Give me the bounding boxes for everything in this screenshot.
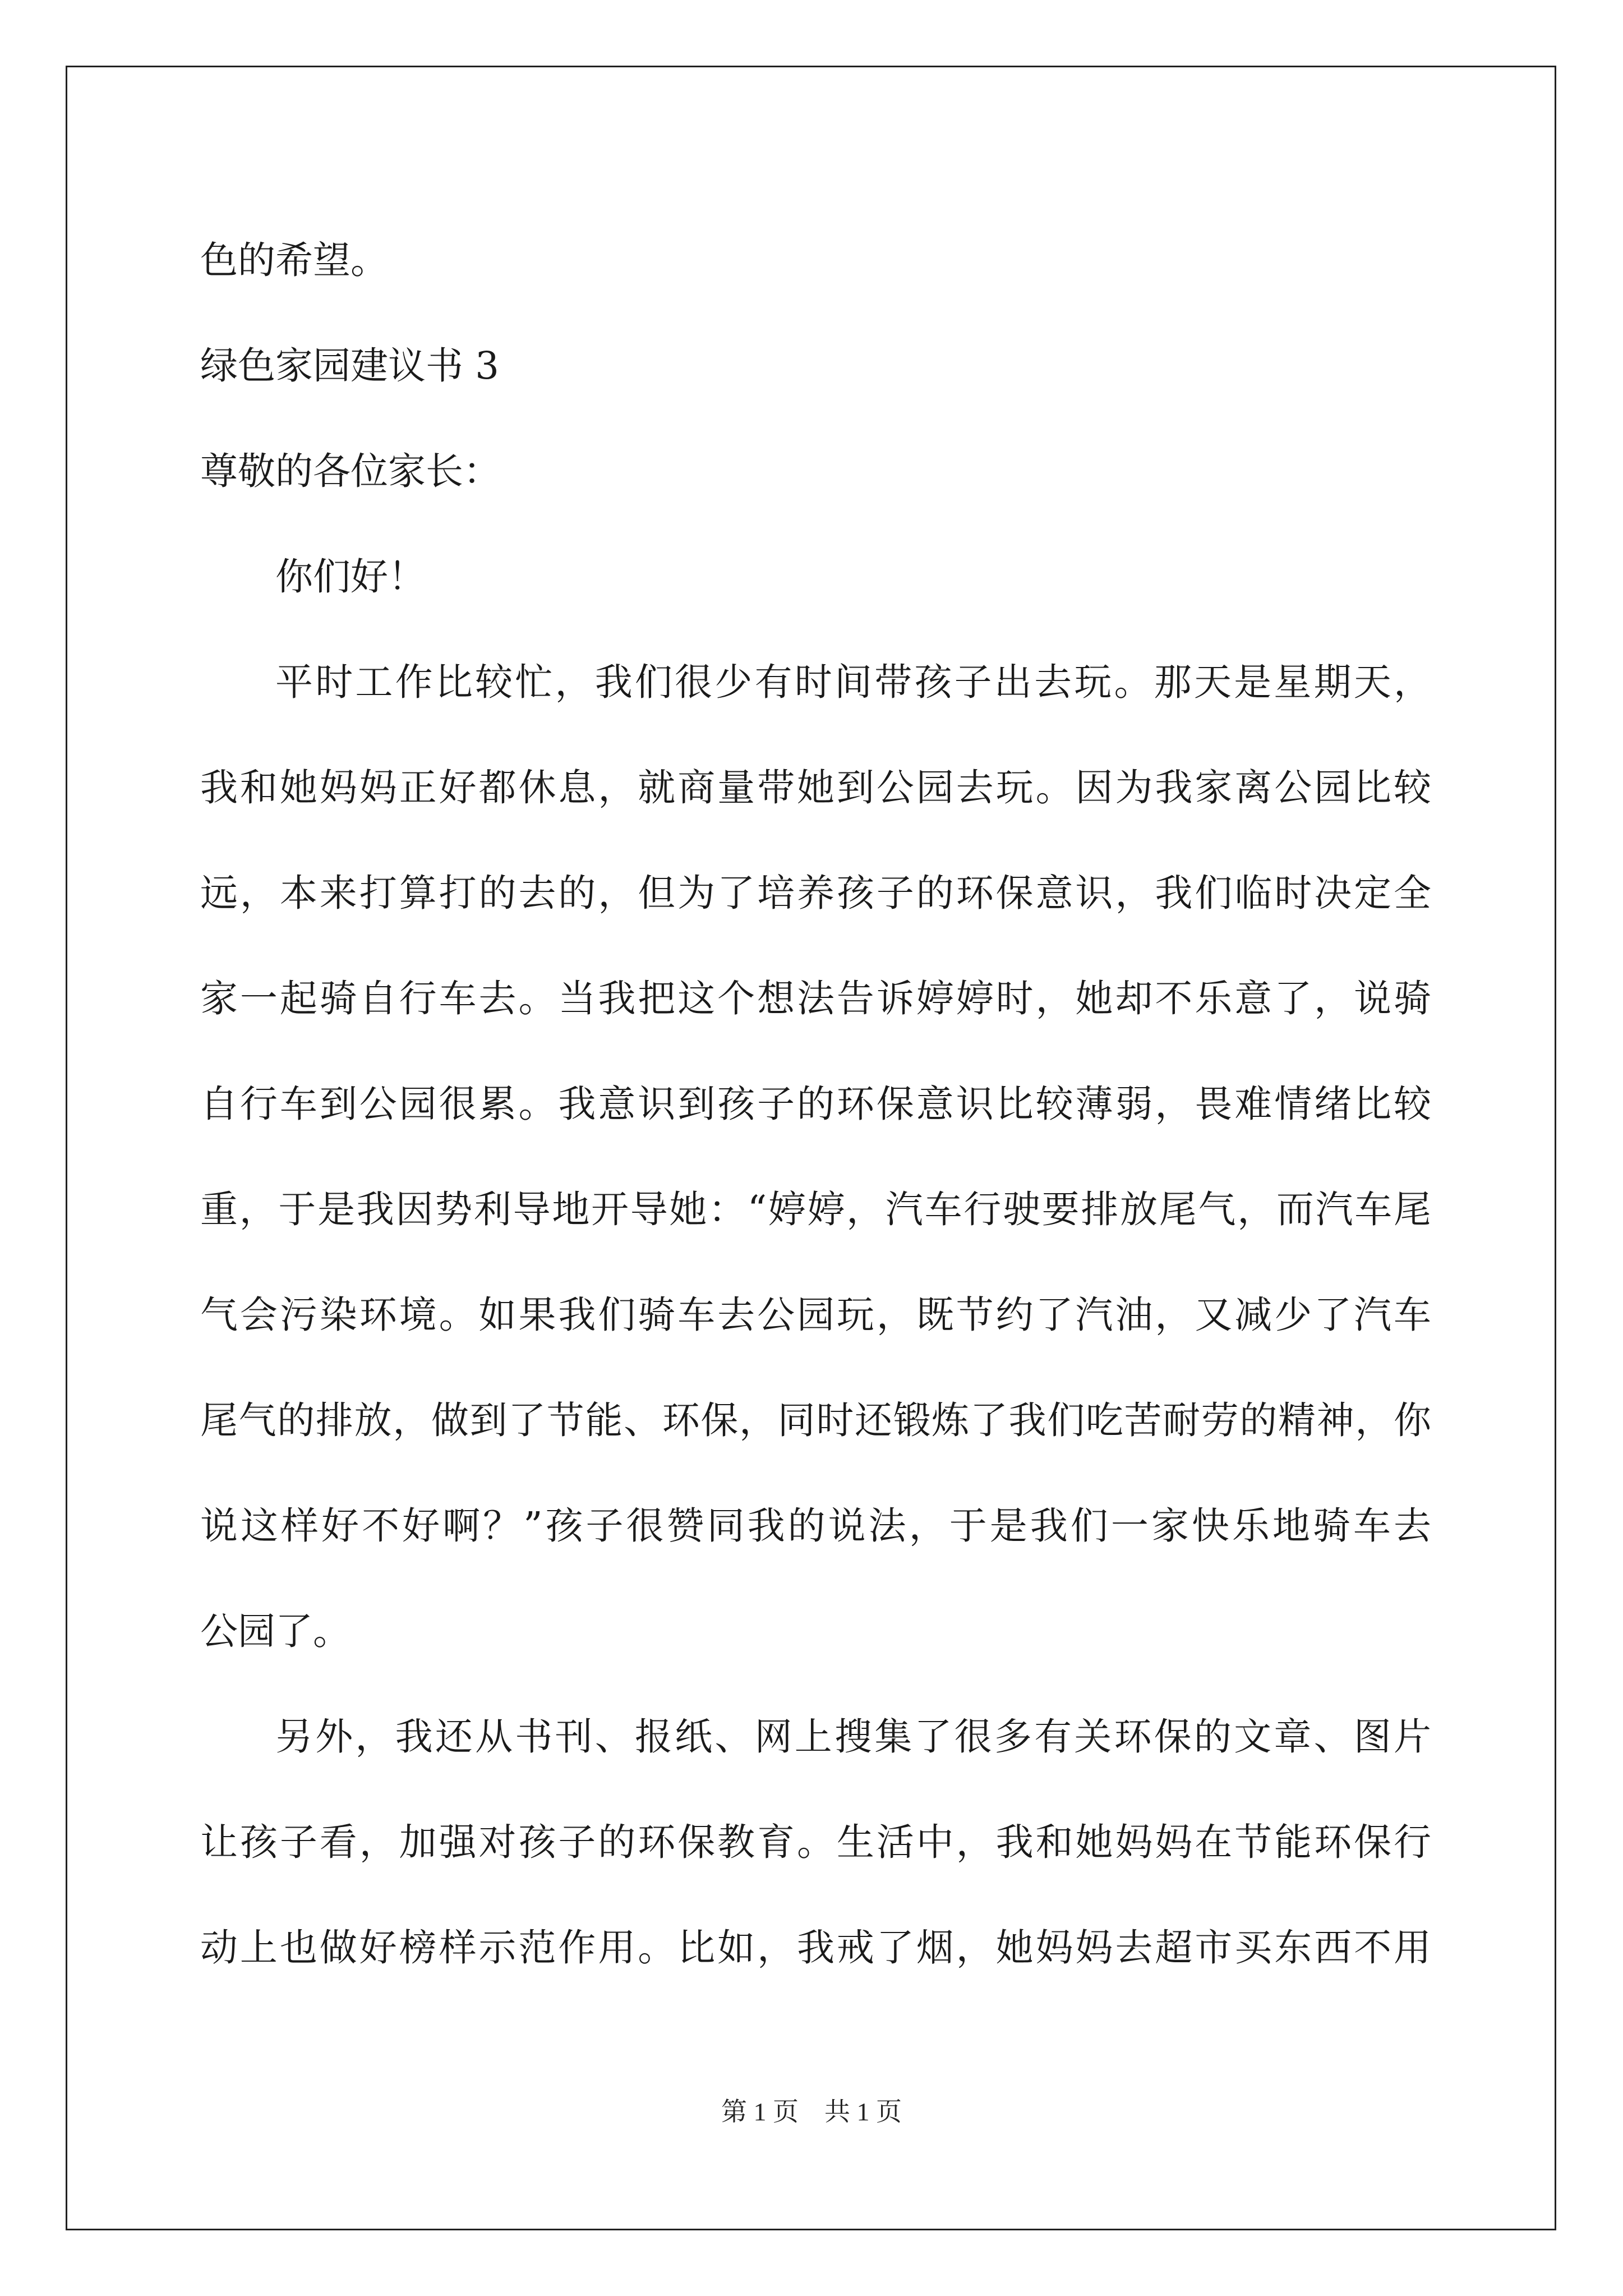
page-total: 共 1 页: [824, 2097, 902, 2126]
document-body: [200, 208, 1431, 2000]
text-line: 动上也做好榜样示范作用。比如，我戒了烟，她妈妈去超市买东西不用: [200, 1926, 1431, 1970]
section-heading: 绿色家园建议书 3: [200, 344, 499, 388]
text-line: 自行车到公园很累。我意识到孩子的环保意识比较薄弱，畏难情绪比较: [200, 1082, 1431, 1126]
greeting: 你们好！: [275, 555, 426, 599]
text-line: 平时工作比较忙，我们很少有时间带孩子出去玩。那天是星期天，: [275, 660, 1431, 704]
text-line: 让孩子看，加强对孩子的环保教育。生活中，我和她妈妈在节能环保行: [200, 1820, 1431, 1864]
text-line: 另外，我还从书刊、报纸、网上搜集了很多有关环保的文章、图片: [275, 1715, 1431, 1759]
text-line: 我和她妈妈正好都休息，就商量带她到公园去玩。因为我家离公园比较: [200, 766, 1431, 809]
text-line: 重，于是我因势利导地开导她：“婷婷，汽车行驶要排放尾气，而汽车尾: [200, 1188, 1431, 1231]
text-line: 说这样好不好啊？”孩子很赞同我的说法，于是我们一家快乐地骑车去: [200, 1504, 1431, 1548]
text-line: 气会污染环境。如果我们骑车去公园玩，既节约了汽油，又减少了汽车: [200, 1293, 1431, 1337]
page-footer: [0, 2091, 1623, 2128]
page-number: 第 1 页: [721, 2097, 799, 2126]
text-line: 公园了。: [200, 1609, 351, 1653]
text-line: 远，本来打算打的去的，但为了培养孩子的环保意识，我们临时决定全: [200, 871, 1431, 915]
text-line: 尾气的排放，做到了节能、环保，同时还锻炼了我们吃苦耐劳的精神，你: [200, 1398, 1431, 1442]
salutation: 尊敬的各位家长：: [200, 449, 501, 493]
text-line: 家一起骑自行车去。当我把这个想法告诉婷婷时，她却不乐意了，说骑: [200, 977, 1431, 1020]
text-line: 色的希望。: [200, 238, 388, 282]
